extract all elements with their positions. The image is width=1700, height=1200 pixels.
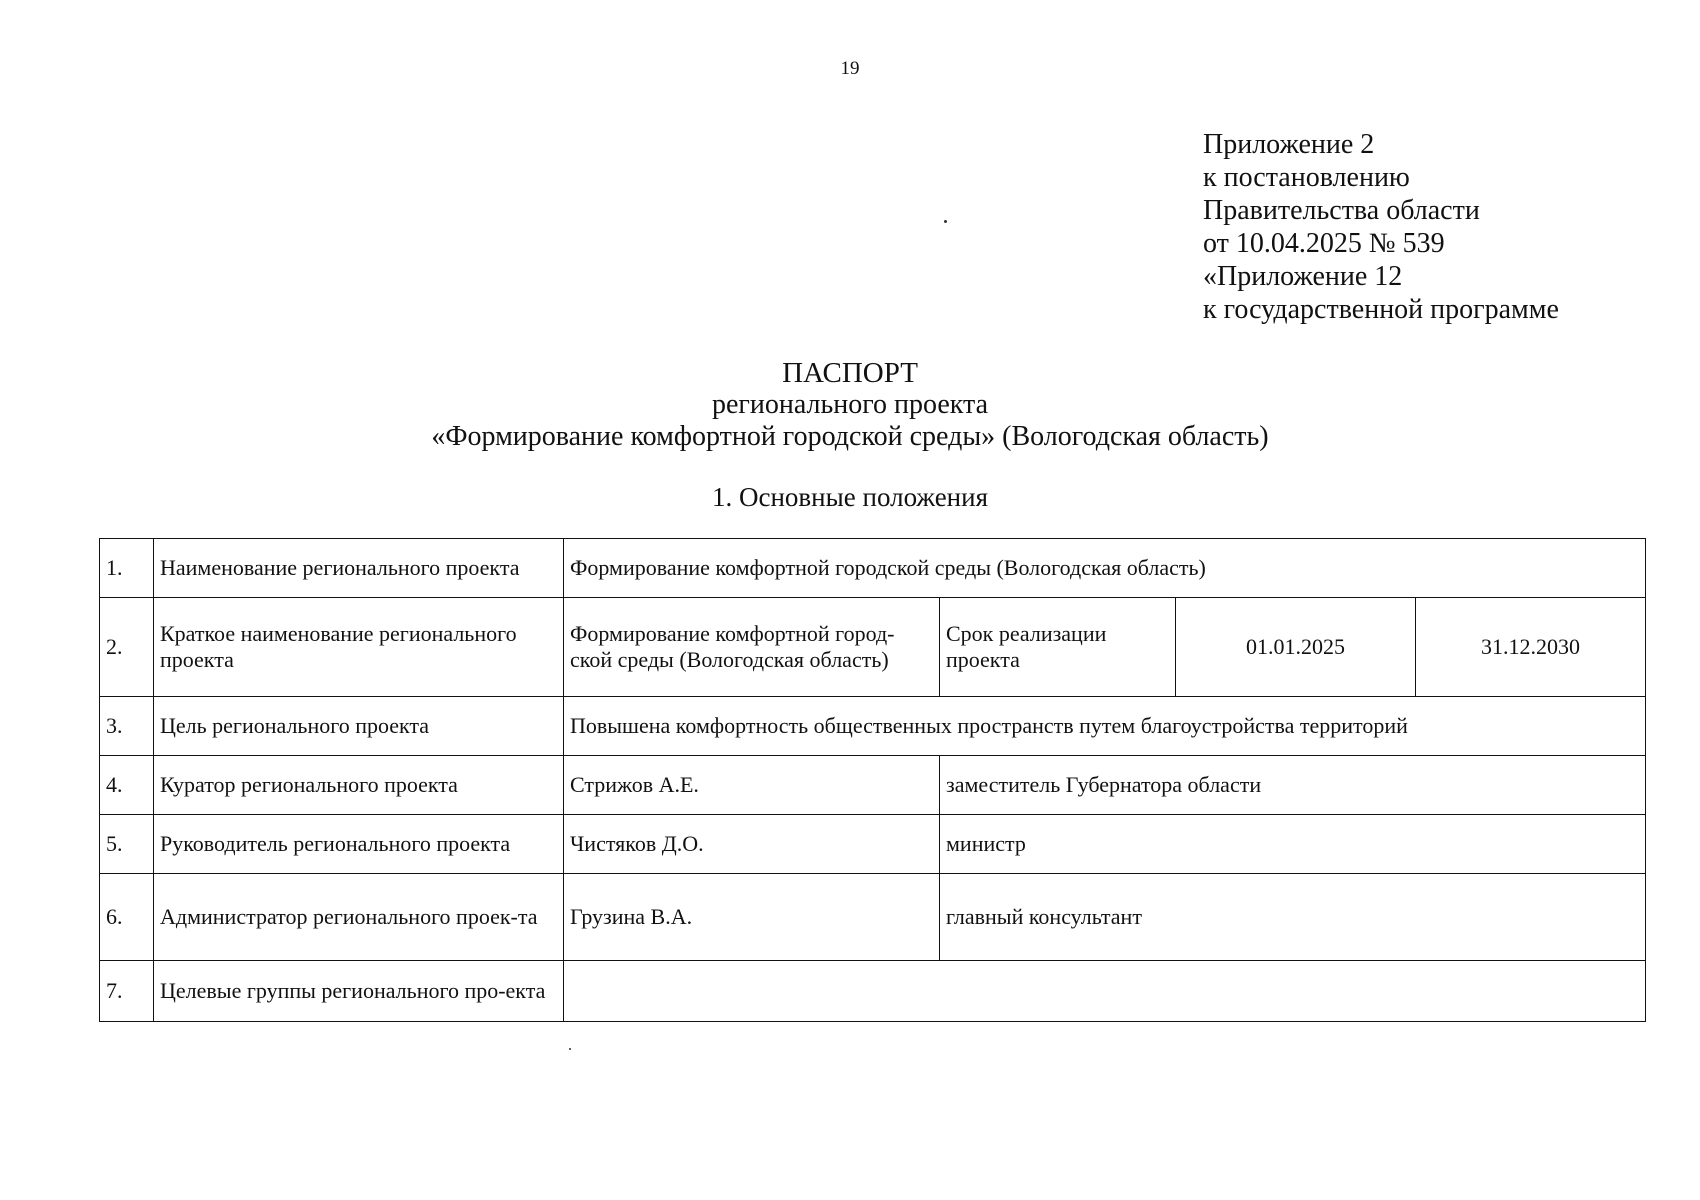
appendix-line: от 10.04.2025 № 539 — [1203, 228, 1445, 259]
appendix-line: Правительства области — [1203, 195, 1480, 226]
row-label: Наименование регионального проекта — [154, 539, 564, 598]
period-label: Срок реализации проекта — [940, 598, 1176, 697]
row-label: Цель регионального проекта — [154, 697, 564, 756]
period-start: 01.01.2025 — [1176, 598, 1416, 697]
row-value: Формирование комфортной городской среды (Вологодская область) — [564, 539, 1646, 598]
scan-speck — [944, 220, 947, 223]
person-name: Грузина В.А. — [564, 874, 940, 961]
title-line-3: «Формирование комфортной городской среды» (Вологодская область) — [431, 421, 1269, 452]
row-number: 4. — [100, 756, 154, 815]
row-label: Руководитель регионального проекта — [154, 815, 564, 874]
appendix-line: к государственной программе — [1203, 294, 1559, 325]
appendix-line: Приложение 2 — [1203, 129, 1375, 160]
person-position: главный консультант — [940, 874, 1646, 961]
table-row — [100, 874, 1646, 961]
passport-table — [99, 538, 1646, 1022]
row-number: 1. — [100, 539, 154, 598]
table-row — [100, 756, 1646, 815]
document-title — [0, 357, 1700, 453]
row-value: Повышена комфортность общественных пространств путем благоустройства территорий — [564, 697, 1646, 756]
person-position: министр — [940, 815, 1646, 874]
row-label: Куратор регионального проекта — [154, 756, 564, 815]
row-value — [564, 961, 1646, 1022]
row-number: 6. — [100, 874, 154, 961]
row-label: Краткое наименование регионального проекта — [154, 598, 564, 697]
person-name: Чистяков Д.О. — [564, 815, 940, 874]
appendix-line: к постановлению — [1203, 162, 1410, 193]
person-position: заместитель Губернатора области — [940, 756, 1646, 815]
period-end: 31.12.2030 — [1416, 598, 1646, 697]
person-name: Стрижов А.Е. — [564, 756, 940, 815]
row-label: Целевые группы регионального про-екта — [154, 961, 564, 1022]
title-line-1: ПАСПОРТ — [782, 357, 918, 389]
title-line-2: регионального проекта — [711, 389, 989, 420]
table-row — [100, 697, 1646, 756]
page-number: 19 — [840, 58, 860, 79]
row-number: 2. — [100, 598, 154, 697]
table-row — [100, 598, 1646, 697]
row-number: 3. — [100, 697, 154, 756]
scan-speck — [569, 1048, 571, 1050]
row-value: Формирование комфортной город-ской среды (Вологодская область) — [564, 598, 940, 697]
appendix-header — [1203, 128, 1559, 326]
section-title: 1. Основные положения — [712, 482, 988, 512]
table-row — [100, 539, 1646, 598]
row-number: 7. — [100, 961, 154, 1022]
appendix-line: «Приложение 12 — [1203, 261, 1403, 292]
table-row — [100, 815, 1646, 874]
table-row — [100, 961, 1646, 1022]
row-label: Администратор регионального проек-та — [154, 874, 564, 961]
row-number: 5. — [100, 815, 154, 874]
